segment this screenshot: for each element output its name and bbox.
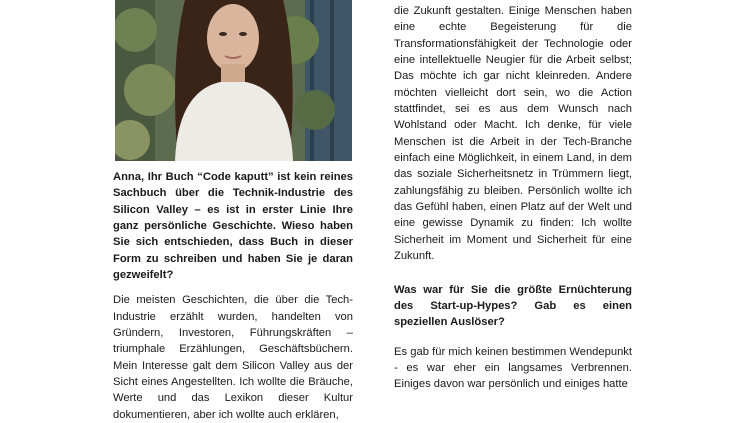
interview-question-2: Was war für Sie die größte Ernüchterung des Start-up-Hypes? Gab es einen speziellen Auslöser? — [394, 283, 632, 329]
paragraph-gap — [113, 283, 353, 292]
interview-answer-1: Die meisten Geschichten, die über die Tech-Industrie erzählt wurden, handelten von Gründern, Investoren, Führungskräften – triumphale Erzählungen, Geschäftsbüchern. Mein Interesse galt dem Silicon Valley aus der Sicht eines Angestellten. Ich wollte die Bräuche, Werte und das Lexikon dieser Kultur dokumentieren, aber ich wollte auch erklären, — [113, 294, 353, 421]
interview-question-1: Anna, Ihr Buch “Code kaputt” ist kein reines Sachbuch über die Technik-Industrie des Silicon Valley – es ist in erster Linie Ihre ganz persönliche Geschichte. Wieso haben Sie sich entschieden, dass Buch in dieser Form zu schreiben und haben Sie je daran gezweifelt? — [113, 171, 353, 282]
portrait-illustration — [115, 0, 352, 161]
paragraph-gap — [394, 331, 632, 344]
interview-answer-1-continued: die Zukunft gestalten. Einige Menschen haben eine echte Begeisterung für die Transformationsfähigkeit der Technologie oder eine intellektuelle Neugier für die Arbeit selbst; Das möchte ich gar nicht kleinreden. Andere möchten vielleicht dort sein, wo die Action stattfindet, sei es aus dem Wunsch nach Wohlstand oder Macht. Ich denke, für viele Menschen ist die Arbeit in der Tech-Branche einfach eine Möglichkeit, in einem Land, in dem das soziale Sicherheitsnetz in Trümmern liegt, zahlungsfähig zu bleiben. Persönlich wollte ich das Gefühl haben, einen Platz auf der Welt und eine gewisse Dynamik zu finden: Ich wollte Sicherheit im Moment und Sicherheit für eine Zukunft. — [394, 5, 632, 263]
paragraph-gap — [394, 265, 632, 282]
right-column — [394, 3, 632, 393]
author-portrait-photo — [115, 0, 352, 161]
left-column — [113, 0, 353, 423]
interview-answer-2: Es gab für mich keinen bestimmen Wendepunkt - es war eher ein langsames Verbrennen. Einiges davon war persönlich und einiges hatte — [394, 345, 632, 391]
